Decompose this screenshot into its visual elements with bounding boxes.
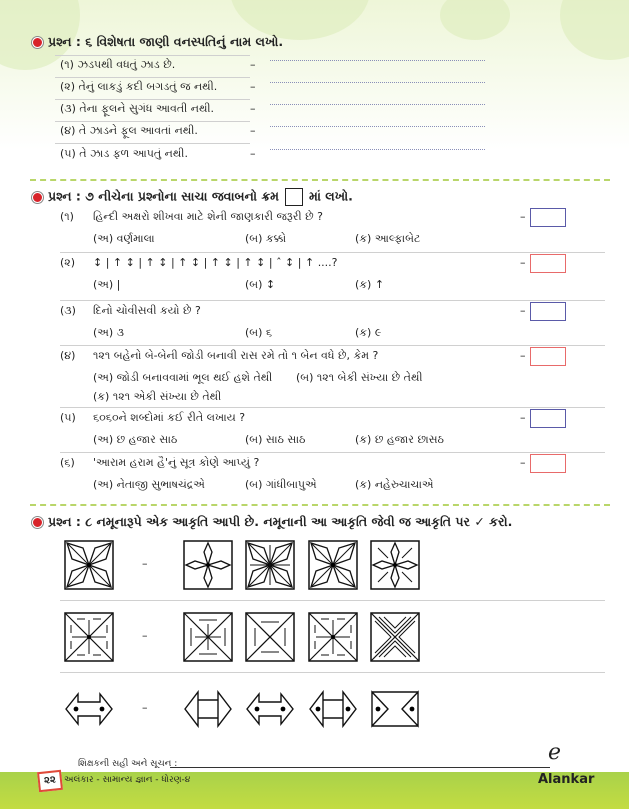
option-figure[interactable] xyxy=(245,684,295,734)
answer-box[interactable] xyxy=(530,347,566,366)
answer-box-sample xyxy=(285,188,303,206)
q7-dash: – xyxy=(520,304,526,317)
answer-box[interactable] xyxy=(530,454,566,473)
option-b: (બ) કક્કો xyxy=(245,232,287,245)
row-divider xyxy=(60,252,605,253)
swirl-ornament-icon: ℯ xyxy=(548,740,562,765)
q6-answer-line[interactable] xyxy=(270,149,485,150)
answer-box[interactable] xyxy=(530,254,566,273)
sample-figure xyxy=(64,540,114,590)
option-figure[interactable] xyxy=(183,540,233,590)
option-a: (અ) નેતાજી સુભાષચંદ્રએ xyxy=(93,478,205,491)
option-figure[interactable] xyxy=(245,540,295,590)
q7-question: હિન્દી અક્ષરો શીખવા માટે શેની જાણકારી જરૂરી છે ? xyxy=(93,210,323,223)
q6-item: (૨) તેનું લાકડું કદી બગડતું જ નથી. xyxy=(60,80,218,93)
page-number: ૨૨ xyxy=(37,770,63,792)
q6-item: (૫) તે ઝાડ ફળ આપતું નથી. xyxy=(60,147,188,160)
answer-box[interactable] xyxy=(530,409,566,428)
sample-figure xyxy=(64,612,114,662)
sample-figure xyxy=(64,684,114,734)
q7-dash: – xyxy=(520,456,526,469)
option-c: (ક) ૯ xyxy=(355,326,382,339)
q7-number: (૪) xyxy=(60,349,76,362)
option-figure[interactable] xyxy=(183,612,233,662)
q8-dash: – xyxy=(142,557,148,570)
row-divider xyxy=(60,452,605,453)
row-divider xyxy=(55,77,250,78)
q7-question: ↕ | ↑ ↕ | ↑ ↕ | ↑ ↕ | ↑ ↕ | ↑ ↕ | ˆ ↕ | ↑ ....? xyxy=(93,256,338,269)
option-figure[interactable] xyxy=(308,540,358,590)
q6-item: (૪) તે ઝાડને ફૂલ આવતાં નથી. xyxy=(60,124,198,137)
q6-item: (૧) ઝડપથી વધતું ઝાડ છે. xyxy=(60,58,176,71)
q7-number: (૫) xyxy=(60,411,76,424)
signature-line[interactable] xyxy=(170,767,550,768)
q6-dash: – xyxy=(250,147,256,160)
q6-answer-line[interactable] xyxy=(270,126,485,127)
row-divider xyxy=(55,143,250,144)
q6-item: (૩) તેના ફૂલને સુગંધ આવતી નથી. xyxy=(60,102,215,115)
row-divider xyxy=(60,600,605,601)
option-c: (ક) આલ્ફાબેટ xyxy=(355,232,421,245)
q7-dash: – xyxy=(520,256,526,269)
option-a: (અ) જોડી બનાવવામાં ભૂલ થઈ હશે તેથી xyxy=(93,371,273,384)
q7-number: (૧) xyxy=(60,210,74,223)
option-c: (ક) ↑ xyxy=(355,278,385,291)
q7-question: ૬૦૬૦ને શબ્દોમાં કઈ રીતે લખાય ? xyxy=(93,411,246,424)
option-c: (ક) છ હજાર છાસઠ xyxy=(355,433,444,446)
option-a: (અ) છ હજાર સાઠ xyxy=(93,433,178,446)
book-title: અલંકાર - સામાન્ય જ્ઞાન - ધોરણ-૪ xyxy=(64,775,191,785)
row-divider xyxy=(55,99,250,100)
q6-dash: – xyxy=(250,58,256,71)
q7-question: દિનો ચોવીસવી કયો છે ? xyxy=(93,304,201,317)
row-divider xyxy=(55,121,250,122)
brand-logo: Alankar xyxy=(538,772,595,787)
signature-label: શિક્ષકની સહી અને સૂચન : xyxy=(78,759,178,769)
q7-dash: – xyxy=(520,210,526,223)
section-divider xyxy=(30,179,610,181)
q7-dash: – xyxy=(520,411,526,424)
answer-box[interactable] xyxy=(530,208,566,227)
q6-dash: – xyxy=(250,102,256,115)
q6-dash: – xyxy=(250,80,256,93)
option-figure[interactable] xyxy=(308,612,358,662)
option-figure[interactable] xyxy=(370,612,420,662)
q7-title-suffix: માં લખો. xyxy=(309,188,353,204)
option-a: (અ) | xyxy=(93,278,121,291)
bullet-icon xyxy=(32,517,43,528)
option-figure[interactable] xyxy=(245,612,295,662)
q8-dash: – xyxy=(142,701,148,714)
option-c: (ક) નહેરુચાચાએ xyxy=(355,478,434,491)
q6-answer-line[interactable] xyxy=(270,60,485,61)
option-figure[interactable] xyxy=(370,684,420,734)
q7-question: ૧૨૧ બહેનો બે-બેની જોડી બનાવી રાસ રમે તો ૧ બેન વધે છે, કેમ ? xyxy=(93,349,379,362)
option-figure[interactable] xyxy=(370,540,420,590)
q7-title: પ્રશ્ન : ૭ નીચેના પ્રશ્નોના સાચા જવાબનો ક્રમ xyxy=(48,188,279,204)
row-divider xyxy=(60,672,605,673)
row-divider xyxy=(60,407,605,408)
row-divider xyxy=(60,300,605,301)
option-c: (ક) ૧૨૧ એકી સંખ્યા છે તેથી xyxy=(93,390,222,403)
q6-answer-line[interactable] xyxy=(270,82,485,83)
option-a: (અ) વર્ણમાલા xyxy=(93,232,155,245)
bullet-icon xyxy=(32,37,43,48)
option-b: (બ) સાઠ સાઠ xyxy=(245,433,306,446)
option-b: (બ) ગાંધીબાપુએ xyxy=(245,478,317,491)
q6-heading xyxy=(32,34,283,50)
q7-heading xyxy=(32,188,353,206)
option-b: (બ) ૬ xyxy=(245,326,273,339)
section-divider xyxy=(30,504,610,506)
q7-number: (૨) xyxy=(60,256,76,269)
q6-answer-line[interactable] xyxy=(270,104,485,105)
option-b: (બ) ૧૨૧ બેકી સંખ્યા છે તેથી xyxy=(296,371,423,384)
q8-dash: – xyxy=(142,629,148,642)
option-figure[interactable] xyxy=(308,684,358,734)
bullet-icon xyxy=(32,192,43,203)
option-figure[interactable] xyxy=(183,684,233,734)
option-a: (અ) ૩ xyxy=(93,326,125,339)
q7-question: 'આરામ હરામ હૈ'નું સૂત્ર કોણે આપ્યું ? xyxy=(93,456,260,469)
q8-title: પ્રશ્ન : ૮ નમૂનારૂપે એક આકૃતિ આપી છે. નમૂનાની આ આકૃતિ જેવી જ આકૃતિ પર ✓ કરો. xyxy=(48,514,513,529)
q7-number: (૩) xyxy=(60,304,76,317)
row-divider xyxy=(60,345,605,346)
option-b: (બ) ↕ xyxy=(245,278,276,291)
answer-box[interactable] xyxy=(530,302,566,321)
q7-number: (૬) xyxy=(60,456,75,469)
q6-title: પ્રશ્ન : ૬ વિશેષતા જાણી વનસ્પતિનું નામ લખો. xyxy=(48,34,284,49)
q6-dash: – xyxy=(250,124,256,137)
q7-dash: – xyxy=(520,349,526,362)
q8-heading xyxy=(32,514,512,530)
